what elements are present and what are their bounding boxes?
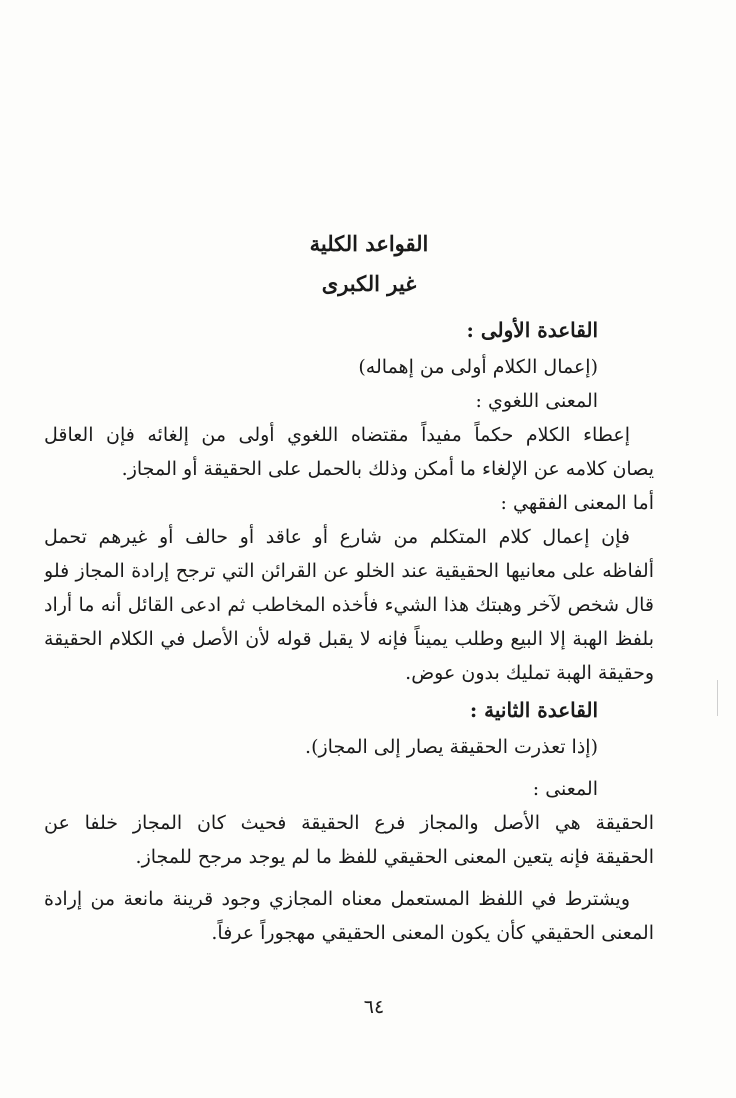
spacer xyxy=(44,764,654,772)
chapter-title: القواعد الكلية xyxy=(309,231,429,256)
page-number: ٦٤ xyxy=(363,996,385,1018)
rule1-juristic-line: بلفظ الهبة إلا البيع وطلب يميناً فإنه لا يقبل قوله لأن الأصل في الكلام الحقيقة xyxy=(44,628,654,650)
rule1-linguistic-line: إعطاء الكلام حكماً مفيداً مقتضاه اللغوي أولى من إلغائه فإن العاقل xyxy=(44,424,630,446)
rule1-juristic-heading: أما المعنى الفقهي : xyxy=(500,492,654,514)
rule2-meaning-heading: المعنى : xyxy=(532,778,598,800)
rule1-juristic-line: وحقيقة الهبة تمليك بدون عوض. xyxy=(405,662,654,684)
chapter-subtitle: غير الكبرى xyxy=(321,271,417,296)
rule2-heading: القاعدة الثانية : xyxy=(469,698,598,722)
spacer xyxy=(44,874,654,882)
rule1-heading: القاعدة الأولى : xyxy=(466,318,598,342)
rule1-linguistic-heading: المعنى اللغوي : xyxy=(475,390,598,412)
page-content xyxy=(44,226,654,950)
rule2-paragraph-line: المعنى الحقيقي كأن يكون المعنى الحقيقي مهجوراً عرفاً. xyxy=(211,922,654,944)
scan-artifact xyxy=(717,680,718,716)
rule1-juristic-line: قال شخص لآخر وهبتك هذا الشيء فأخذه المخاطب ثم ادعى القائل أنه ما أراد xyxy=(44,594,654,616)
rule2-statement: (إذا تعذرت الحقيقة يصار إلى المجاز). xyxy=(305,736,598,758)
rule1-linguistic-line: يصان كلامه عن الإلغاء ما أمكن وذلك بالحمل على الحقيقة أو المجاز. xyxy=(121,458,654,480)
rule2-paragraph-line: ويشترط في اللفظ المستعمل معناه المجازي وجود قرينة مانعة من إرادة xyxy=(44,888,630,910)
rule2-paragraph-line: الحقيقة هي الأصل والمجاز فرع الحقيقة فحيث كان المجاز خلفا عن xyxy=(44,812,654,834)
rule1-juristic-line: فإن إعمال كلام المتكلم من شارع أو عاقد أو حالف أو غيرهم تحمل xyxy=(44,526,630,548)
rule1-juristic-line: ألفاظه على معانيها الحقيقية عند الخلو عن القرائن التي ترجح إرادة المجاز فلو xyxy=(44,560,654,582)
rule2-paragraph-line: الحقيقة فإنه يتعين المعنى الحقيقي للفظ ما لم يوجد مرجح للمجاز. xyxy=(135,846,654,868)
rule1-statement: (إعمال الكلام أولى من إهماله) xyxy=(358,356,598,378)
